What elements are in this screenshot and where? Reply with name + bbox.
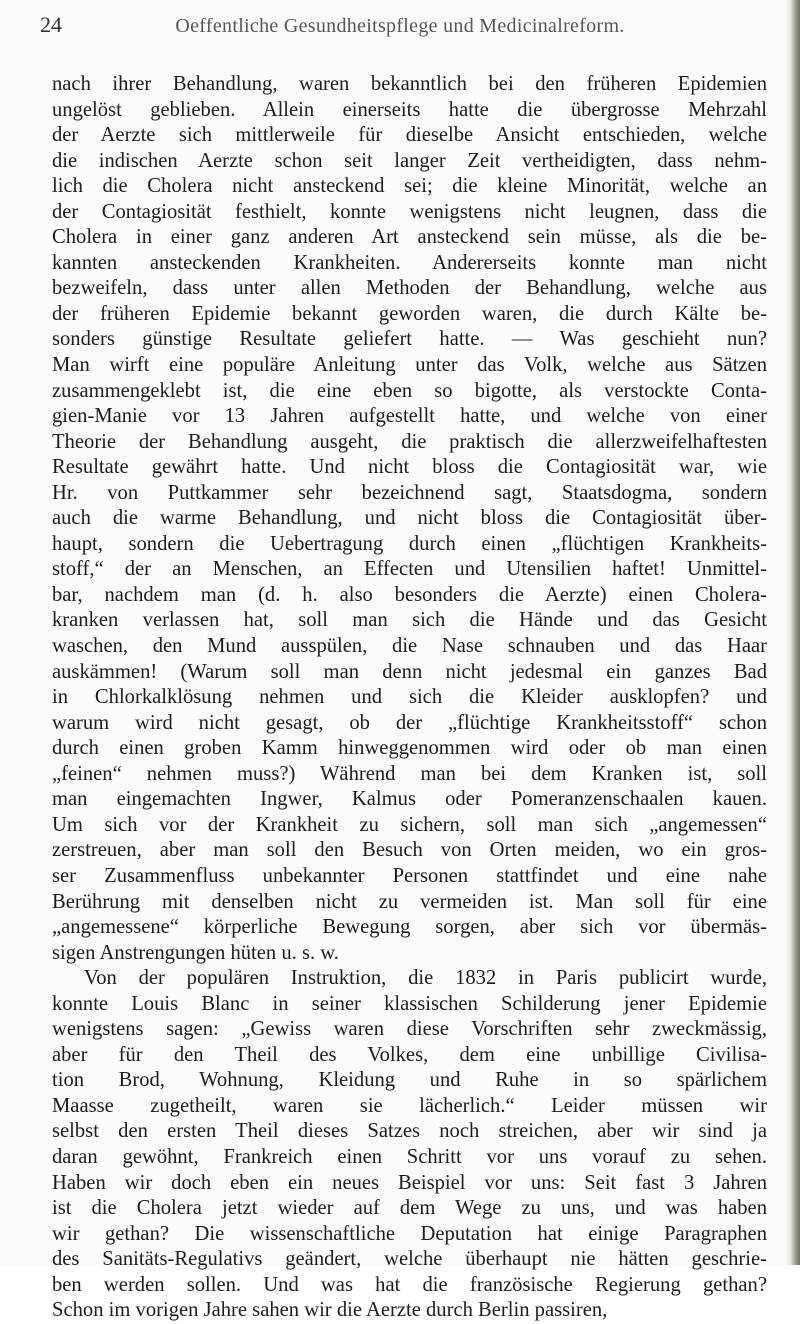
- text-line: lich die Cholera nicht ansteckend sei; die kleine Minorität, welche an: [52, 175, 767, 198]
- text-line: Schon im vorigen Jahre sahen wir die Aerzte durch Berlin passiren,: [52, 1299, 608, 1322]
- text-line: nach ihrer Behandlung, waren bekanntlich bei den früheren Epidemien: [52, 73, 767, 95]
- text-line: „angemessene“ körperliche Bewegung sorgen, aber sich vor übermäs-: [52, 916, 767, 939]
- text-line: Maasse zugetheilt, waren sie lächerlich.“ Leider müssen wir: [52, 1094, 767, 1117]
- text-line: stoff,“ der an Menschen, an Effecten und Utensilien haftet! Unmittel-: [52, 558, 767, 581]
- text-line: bezweifeln, dass unter allen Methoden der Behandlung, welche aus: [52, 277, 767, 300]
- text-line: auch die warme Behandlung, und nicht bloss die Contagiosität über-: [52, 507, 767, 530]
- text-line: sonders günstige Resultate geliefert hatte. — Was geschieht nun?: [52, 328, 767, 351]
- page-number: 24: [40, 12, 62, 37]
- text-line: Hr. von Puttkammer sehr bezeichnend sagt, Staatsdogma, sondern: [52, 481, 767, 504]
- text-line: konnte Louis Blanc in seiner klassischen Schilderung jener Epidemie: [52, 992, 767, 1015]
- text-line: sigen Anstrengungen hüten u. s. w.: [52, 941, 339, 964]
- text-line: der Aerzte sich mittlerweile für dieselbe Ansicht entschieden, welche: [52, 124, 767, 147]
- text-line: auskämmen! (Warum soll man denn nicht jedesmal ein ganzes Bad: [52, 660, 767, 683]
- text-line: kannten ansteckenden Krankheiten. Andererseits konnte man nicht: [52, 251, 767, 274]
- text-line: ungelöst geblieben. Allein einerseits hatte die übergrosse Mehrzahl: [52, 98, 767, 121]
- text-line: durch einen groben Kamm hinweggenommen wird oder ob man einen: [52, 737, 767, 760]
- page-binding-edge: [784, 0, 800, 1265]
- text-line: Resultate gewährt hatte. Und nicht bloss die Contagiosität war, wie: [52, 456, 767, 479]
- page-header: [40, 12, 760, 42]
- text-line: ser Zusammenfluss unbekannter Personen stattfindet und eine nahe: [52, 864, 767, 887]
- text-line: Um sich vor der Krankheit zu sichern, soll man sich „angemessen“: [52, 813, 767, 836]
- running-head: Oeffentliche Gesundheitspflege und Medicinalreform.: [175, 15, 625, 37]
- text-line: zerstreuen, aber man soll den Besuch von Orten meiden, wo ein gros-: [52, 839, 767, 862]
- text-line: warum wird nicht gesagt, ob der „flüchtige Krankheitsstoff“ schon: [52, 711, 767, 734]
- text-line: man eingemachten Ingwer, Kalmus oder Pomeranzenschaalen kauen.: [52, 788, 767, 811]
- text-line: des Sanitäts-Regulativs geändert, welche überhaupt nie hätten geschrie-: [52, 1248, 767, 1271]
- text-line: der früheren Epidemie bekannt geworden waren, die durch Kälte be-: [52, 302, 767, 325]
- text-line: Berührung mit denselben nicht zu vermeiden ist. Man soll für eine: [52, 890, 767, 913]
- text-line: Cholera in einer ganz anderen Art ansteckend sein müsse, als die be-: [52, 226, 767, 249]
- text-line: kranken verlassen hat, soll man sich die Hände und das Gesicht: [52, 609, 767, 632]
- text-line: die indischen Aerzte schon seit langer Zeit vertheidigten, dass nehm-: [52, 149, 767, 172]
- text-line: tion Brod, Wohnung, Kleidung und Ruhe in so spärlichem: [52, 1069, 767, 1092]
- text-line: daran gewöhnt, Frankreich einen Schritt vor uns vorauf zu sehen.: [52, 1145, 767, 1168]
- text-line: bar, nachdem man (d. h. also besonders die Aerzte) einen Cholera-: [52, 583, 767, 606]
- text-line: ist die Cholera jetzt wieder auf dem Wege zu uns, und was haben: [52, 1197, 767, 1220]
- text-line: wenigstens sagen: „Gewiss waren diese Vorschriften sehr zweckmässig,: [52, 1018, 767, 1041]
- text-line: wir gethan? Die wissenschaftliche Deputation hat einige Paragraphen: [52, 1222, 767, 1245]
- text-line: ben werden sollen. Und was hat die französische Regierung gethan?: [52, 1273, 767, 1296]
- text-line: in Chlorkalklösung nehmen und sich die Kleider ausklopfen? und: [52, 686, 767, 709]
- text-line: Man wirft eine populäre Anleitung unter das Volk, welche aus Sätzen: [52, 354, 767, 377]
- body-text: [52, 72, 767, 1324]
- text-line: selbst den ersten Theil dieses Satzes noch streichen, aber wir sind ja: [52, 1120, 767, 1143]
- text-line: Von der populären Instruktion, die 1832 in Paris publicirt wurde,: [84, 967, 767, 990]
- text-line: der Contagiosität festhielt, konnte wenigstens nicht leugnen, dass die: [52, 200, 767, 223]
- text-line: „feinen“ nehmen muss?) Während man bei dem Kranken ist, soll: [52, 762, 767, 785]
- text-line: zusammengeklebt ist, die eine eben so bigotte, als verstockte Conta-: [52, 379, 767, 402]
- text-line: gien-Manie vor 13 Jahren aufgestellt hatte, und welche von einer: [52, 405, 767, 428]
- text-line: haupt, sondern die Uebertragung durch einen „flüchtigen Krankheits-: [52, 532, 767, 555]
- text-line: Theorie der Behandlung ausgeht, die praktisch die allerzweifelhaftesten: [52, 430, 767, 453]
- text-line: aber für den Theil des Volkes, dem eine unbillige Civilisa-: [52, 1043, 767, 1066]
- text-line: waschen, den Mund ausspülen, die Nase schnauben und das Haar: [52, 635, 767, 658]
- text-line: Haben wir doch eben ein neues Beispiel vor uns: Seit fast 3 Jahren: [52, 1171, 767, 1194]
